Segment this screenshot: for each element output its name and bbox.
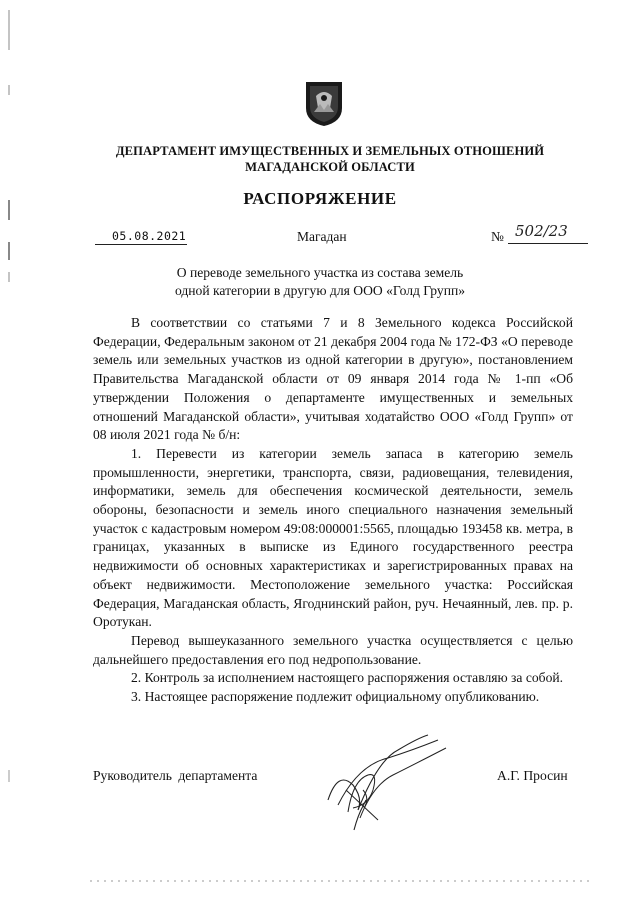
document-city: Магадан	[297, 229, 347, 244]
signatory-role: Руководитель департамента	[93, 768, 258, 783]
signatory-name: А.Г. Просин	[497, 768, 568, 783]
document-date: 05.08.2021	[112, 229, 187, 243]
item-3-paragraph: 3. Настоящее распоряжение подлежит официальному опубликованию.	[131, 689, 540, 705]
margin-marks	[6, 10, 16, 890]
subject-line2: одной категории в другую для ООО «Голд Групп»	[174, 283, 466, 298]
document-number: 502/23	[515, 222, 568, 240]
item-1-note-paragraph: Перевод вышеуказанного земельного участка осуществляется с целью дальнейшего предоставления его под недропользование.	[93, 632, 573, 667]
handwritten-signature-icon	[318, 730, 468, 840]
department-name-line1: ДЕПАРТАМЕНТ ИМУЩЕСТВЕННЫХ И ЗЕМЕЛЬНЫХ ОТНОШЕНИЙ	[115, 144, 545, 158]
date-underline	[95, 244, 187, 245]
document-body	[93, 314, 573, 707]
department-name-line2: МАГАДАНСКОЙ ОБЛАСТИ	[245, 160, 415, 174]
item-1-paragraph: 1. Перевести из категории земель запаса в категорию земель промышленности, энергетики, транспорта, связи, радиовещания, телевидения, информатики, земель для обеспечения космической деятельности, земель обороны, безопасности и земель иного специального назначения земельный участок с кадастровым номером 49:08:000001:5565, площадью 193458 кв. метра, в границах, указанных в выписке из Единого государственного реестра недвижимости об основных характеристиках и зарегистрированных правах на объект недвижимости. Местоположение земельного участка: Российская Федерация, Магаданская область, Ягоднинский район, руч. Нечаянный, лев. пр. р. Оротукан.	[93, 445, 573, 630]
preamble-paragraph: В соответствии со статьями 7 и 8 Земельного кодекса Российской Федерации, Федеральным законом от 21 декабря 2004 года № 172-ФЗ «О переводе земель или земельных участков из одной категории в другую», постановлением Правительства Магаданской области от 09 января 2014 года № 1-пп «Об утверждении Положения о департаменте имущественных и земельных отношений Магаданской области», учитывая ходатайство ООО «Голд Групп» от 08 июля 2021 года № б/н:	[93, 315, 573, 443]
number-label: №	[491, 229, 504, 244]
document-subject	[140, 264, 500, 300]
document-type: РАСПОРЯЖЕНИЕ	[243, 189, 397, 208]
footer-scan-noise	[90, 876, 590, 886]
item-2-paragraph: 2. Контроль за исполнением настоящего распоряжения оставляю за собой.	[131, 670, 564, 686]
coat-of-arms-icon	[302, 78, 346, 128]
number-underline	[508, 243, 588, 244]
department-name	[90, 143, 570, 175]
subject-line1: О переводе земельного участка из состава земель	[176, 265, 464, 280]
